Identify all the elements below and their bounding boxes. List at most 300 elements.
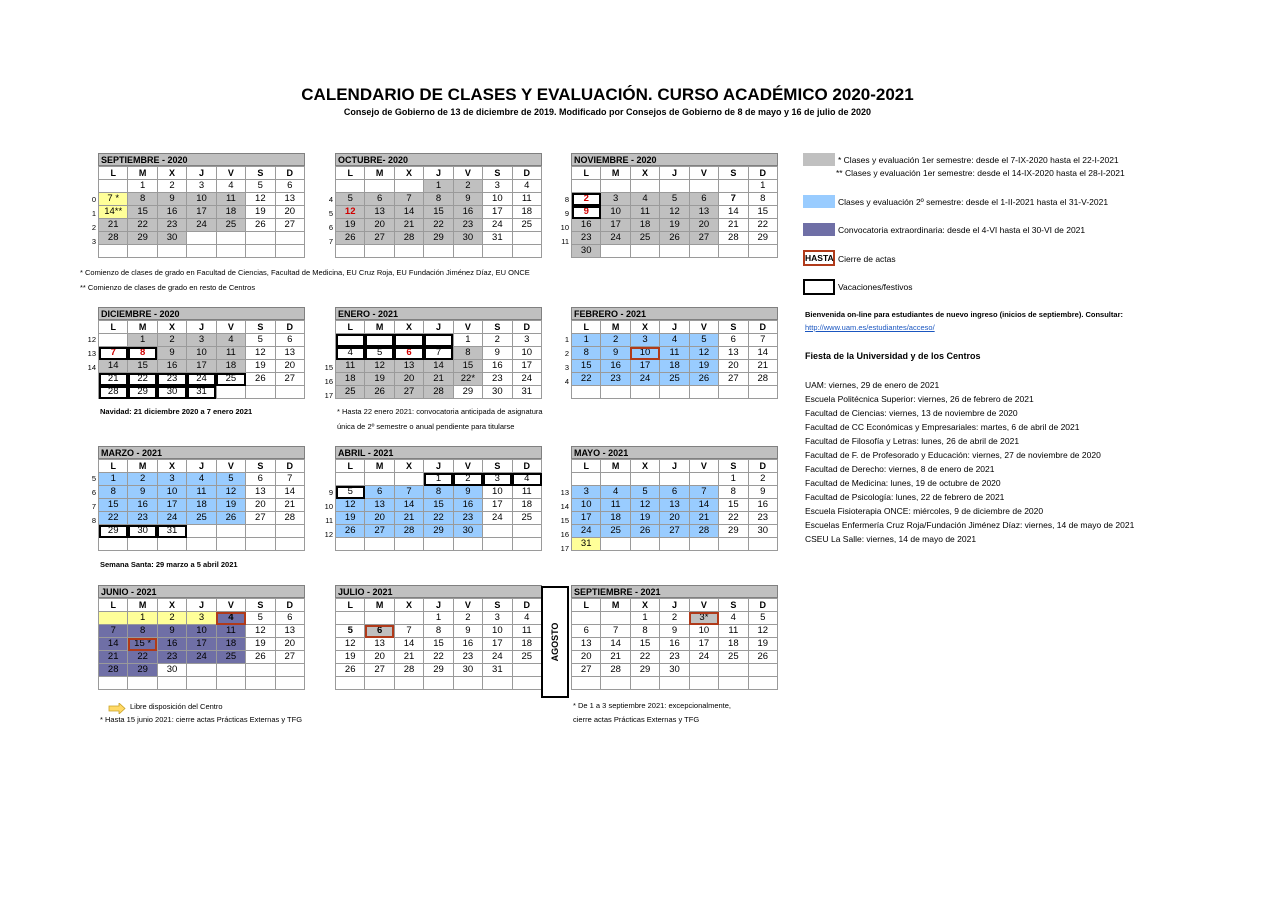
day-cell xyxy=(275,538,304,551)
day-cell xyxy=(689,386,718,399)
day-cell xyxy=(99,538,128,551)
day-cell xyxy=(246,386,275,399)
weekday-header: M xyxy=(128,460,157,473)
day-cell xyxy=(453,245,482,258)
week-row xyxy=(99,180,305,193)
weekday-header: X xyxy=(157,599,186,612)
week-row xyxy=(99,473,305,486)
month-table xyxy=(571,598,778,690)
day-cell: 23 xyxy=(748,512,777,525)
week-number: 9 xyxy=(564,209,569,218)
day-cell: 29 xyxy=(424,664,453,677)
day-cell: 30 xyxy=(157,232,186,245)
day-cell xyxy=(394,180,423,193)
day-cell: 22 xyxy=(719,512,748,525)
day-cell: 29 xyxy=(748,232,777,245)
day-cell: 27 xyxy=(275,219,304,232)
day-cell xyxy=(216,232,245,245)
day-cell: 16 xyxy=(453,638,482,651)
weekday-header: M xyxy=(128,599,157,612)
week-row xyxy=(572,360,778,373)
day-cell: 21 xyxy=(424,373,453,386)
day-cell xyxy=(453,677,482,690)
week-number: 15 xyxy=(324,363,333,372)
day-cell: 20 xyxy=(365,219,394,232)
legend-sem1-a: * Clases y evaluación 1er semestre: desde el 7-IX-2020 hasta el 22-I-2021 xyxy=(838,155,1119,165)
day-cell: 19 xyxy=(748,638,777,651)
week-row xyxy=(572,664,778,677)
weekday-header: J xyxy=(424,167,453,180)
day-cell: 17 xyxy=(187,206,216,219)
day-cell: 14 xyxy=(99,638,128,651)
weekday-header: X xyxy=(630,599,659,612)
day-cell xyxy=(572,180,601,193)
day-cell: 24 xyxy=(187,219,216,232)
day-cell xyxy=(336,473,365,486)
week-row xyxy=(336,232,542,245)
day-cell: 31 xyxy=(483,232,512,245)
day-cell: 2 xyxy=(453,180,482,193)
day-cell: 22 xyxy=(128,373,157,386)
day-cell: 1 xyxy=(128,612,157,625)
day-cell: 5 xyxy=(748,612,777,625)
month-calendar xyxy=(335,307,542,399)
day-cell xyxy=(365,473,394,486)
day-cell: 21 xyxy=(719,219,748,232)
day-cell: 23 xyxy=(660,651,689,664)
day-cell: 5 xyxy=(365,347,394,360)
day-cell: 30 xyxy=(572,245,601,258)
week-number: 4 xyxy=(564,377,569,386)
fiesta-item: Escuelas Enfermería Cruz Roja/Fundación Jiménez Díaz: viernes, 14 de mayo de 2021 xyxy=(805,520,1135,530)
day-cell: 10 xyxy=(483,193,512,206)
day-cell: 11 xyxy=(512,486,541,499)
weekday-header: X xyxy=(630,321,659,334)
week-number: 8 xyxy=(91,516,96,525)
day-cell: 30 xyxy=(748,525,777,538)
week-row xyxy=(99,219,305,232)
week-row xyxy=(336,651,542,664)
day-cell: 9 xyxy=(453,193,482,206)
week-number: 3 xyxy=(91,237,96,246)
day-cell: 8 xyxy=(572,347,601,360)
day-cell xyxy=(512,525,541,538)
day-cell: 27 xyxy=(719,373,748,386)
day-cell: 25 xyxy=(336,386,365,399)
day-cell: 22* xyxy=(453,373,482,386)
day-cell: 4 xyxy=(512,473,541,486)
day-cell: 19 xyxy=(365,373,394,386)
day-cell xyxy=(748,664,777,677)
day-cell: 18 xyxy=(630,219,659,232)
day-cell: 4 xyxy=(216,612,245,625)
week-number: 12 xyxy=(324,530,333,539)
day-cell: 15 xyxy=(128,360,157,373)
day-cell: 17 xyxy=(157,499,186,512)
week-row xyxy=(336,525,542,538)
day-cell xyxy=(336,538,365,551)
day-cell: 11 xyxy=(601,499,630,512)
weekday-header: V xyxy=(453,167,482,180)
day-cell xyxy=(275,525,304,538)
day-cell xyxy=(660,245,689,258)
week-number: 10 xyxy=(560,223,569,232)
weekday-header: X xyxy=(630,167,659,180)
month-calendar xyxy=(571,153,778,258)
day-cell: 9 xyxy=(157,347,186,360)
day-cell: 27 xyxy=(365,525,394,538)
week-row xyxy=(572,232,778,245)
weekday-header: V xyxy=(453,460,482,473)
weekday-header: V xyxy=(216,599,245,612)
week-number: 6 xyxy=(91,488,96,497)
day-cell: 17 xyxy=(483,499,512,512)
day-cell: 14 xyxy=(719,206,748,219)
day-cell: 3 xyxy=(483,180,512,193)
month-table xyxy=(571,320,778,399)
day-cell: 11 xyxy=(216,347,245,360)
day-cell xyxy=(216,664,245,677)
day-cell: 26 xyxy=(630,525,659,538)
day-cell: 24 xyxy=(601,232,630,245)
day-cell: 7 * xyxy=(99,193,128,206)
day-cell: 21 xyxy=(99,651,128,664)
day-cell xyxy=(483,525,512,538)
day-cell: 17 xyxy=(483,206,512,219)
day-cell: 18 xyxy=(336,373,365,386)
day-cell: 3 xyxy=(572,486,601,499)
day-cell: 20 xyxy=(572,651,601,664)
day-cell xyxy=(275,677,304,690)
month-title: OCTUBRE- 2020 xyxy=(335,153,542,166)
day-cell: 17 xyxy=(187,638,216,651)
day-cell: 8 xyxy=(424,193,453,206)
note-junio: * Hasta 15 junio 2021: cierre actas Prácticas Externas y TFG xyxy=(100,715,303,724)
day-cell: 2 xyxy=(453,612,482,625)
day-cell: 25 xyxy=(512,219,541,232)
week-row xyxy=(336,473,542,486)
day-cell: 14 xyxy=(424,360,453,373)
day-cell: 25 xyxy=(512,512,541,525)
month-title: NOVIEMBRE - 2020 xyxy=(571,153,778,166)
week-row xyxy=(99,525,305,538)
weekday-header: D xyxy=(512,321,541,334)
weekday-header: M xyxy=(601,599,630,612)
day-cell: 22 xyxy=(630,651,659,664)
day-cell xyxy=(424,245,453,258)
day-cell: 18 xyxy=(660,360,689,373)
weekday-header: X xyxy=(394,460,423,473)
day-cell xyxy=(572,612,601,625)
day-cell: 3 xyxy=(512,334,541,347)
day-cell: 20 xyxy=(365,651,394,664)
week-number: 14 xyxy=(87,363,96,372)
day-cell xyxy=(719,386,748,399)
week-row xyxy=(572,499,778,512)
day-cell: 7 xyxy=(719,193,748,206)
day-cell: 12 xyxy=(246,347,275,360)
day-cell: 13 xyxy=(275,625,304,638)
day-cell: 29 xyxy=(128,232,157,245)
day-cell xyxy=(601,538,630,551)
day-cell: 18 xyxy=(512,206,541,219)
note-enero-2: única de 2º semestre o anual pendiente para titularse xyxy=(337,422,515,431)
weekday-header: L xyxy=(572,599,601,612)
day-cell xyxy=(275,232,304,245)
week-row xyxy=(336,180,542,193)
day-cell xyxy=(275,245,304,258)
day-cell: 24 xyxy=(187,373,216,386)
day-cell xyxy=(394,245,423,258)
day-cell: 10 xyxy=(689,625,718,638)
day-cell: 12 xyxy=(246,193,275,206)
day-cell: 20 xyxy=(275,206,304,219)
day-cell: 5 xyxy=(660,193,689,206)
day-cell: 7 xyxy=(394,193,423,206)
week-number: 5 xyxy=(91,474,96,483)
day-cell: 17 xyxy=(512,360,541,373)
day-cell: 16 xyxy=(601,360,630,373)
day-cell: 30 xyxy=(483,386,512,399)
day-cell: 10 xyxy=(483,486,512,499)
day-cell xyxy=(601,180,630,193)
day-cell: 4 xyxy=(512,612,541,625)
week-row xyxy=(99,512,305,525)
day-cell xyxy=(512,538,541,551)
week-row xyxy=(336,512,542,525)
note-enero-1: * Hasta 22 enero 2021: convocatoria anticipada de asignatura xyxy=(337,407,543,416)
bienvenida-link[interactable]: http://www.uam.es/estudiantes/acceso/ xyxy=(805,323,935,332)
day-cell xyxy=(601,612,630,625)
day-cell: 10 xyxy=(187,193,216,206)
week-number: 9 xyxy=(328,488,333,497)
day-cell: 6 xyxy=(365,625,394,638)
week-row xyxy=(99,193,305,206)
week-number: 17 xyxy=(324,391,333,400)
weekday-header: M xyxy=(601,321,630,334)
day-cell: 14 xyxy=(689,499,718,512)
day-cell: 12 xyxy=(336,206,365,219)
day-cell: 3 xyxy=(187,180,216,193)
day-cell xyxy=(394,677,423,690)
day-cell xyxy=(157,245,186,258)
weekday-header: J xyxy=(660,321,689,334)
day-cell: 16 xyxy=(660,638,689,651)
weekday-header: D xyxy=(275,599,304,612)
day-cell: 28 xyxy=(394,664,423,677)
legend-vacaciones: Vacaciones/festivos xyxy=(838,282,913,292)
day-cell: 26 xyxy=(336,525,365,538)
week-row xyxy=(99,245,305,258)
day-cell: 10 xyxy=(157,486,186,499)
day-cell: 23 xyxy=(157,651,186,664)
day-cell: 3 xyxy=(483,612,512,625)
page-title: CALENDARIO DE CLASES Y EVALUACIÓN. CURSO ACADÉMICO 2020-2021 xyxy=(301,85,914,104)
week-row xyxy=(336,360,542,373)
day-cell: 1 xyxy=(453,334,482,347)
weekday-header: V xyxy=(453,599,482,612)
day-cell: 12 xyxy=(336,638,365,651)
day-cell: 31 xyxy=(572,538,601,551)
week-row xyxy=(99,347,305,360)
day-cell: 23 xyxy=(453,651,482,664)
day-cell: 27 xyxy=(275,373,304,386)
week-number: 16 xyxy=(560,530,569,539)
day-cell xyxy=(187,538,216,551)
weekday-header: M xyxy=(365,460,394,473)
day-cell: 9 xyxy=(157,193,186,206)
weekday-header: S xyxy=(483,321,512,334)
day-cell: 13 xyxy=(394,360,423,373)
day-cell xyxy=(246,245,275,258)
day-cell: 15 xyxy=(453,360,482,373)
day-cell: 20 xyxy=(394,373,423,386)
day-cell: 9 xyxy=(601,347,630,360)
day-cell: 15 xyxy=(424,206,453,219)
day-cell: 2 xyxy=(157,334,186,347)
day-cell xyxy=(601,386,630,399)
weekday-header: S xyxy=(719,167,748,180)
day-cell: 18 xyxy=(719,638,748,651)
week-row xyxy=(99,625,305,638)
day-cell xyxy=(128,245,157,258)
week-row xyxy=(336,664,542,677)
day-cell: 28 xyxy=(689,525,718,538)
week-row xyxy=(99,638,305,651)
weekday-header: J xyxy=(187,321,216,334)
day-cell xyxy=(157,538,186,551)
day-cell xyxy=(719,538,748,551)
day-cell: 22 xyxy=(128,651,157,664)
month-calendar xyxy=(571,446,778,551)
day-cell: 8 xyxy=(99,486,128,499)
day-cell: 7 xyxy=(394,625,423,638)
day-cell: 11 xyxy=(216,193,245,206)
day-cell xyxy=(601,677,630,690)
month-table xyxy=(335,459,542,551)
day-cell: 30 xyxy=(157,664,186,677)
week-row xyxy=(572,651,778,664)
weekday-header: J xyxy=(660,599,689,612)
week-row xyxy=(572,206,778,219)
weekday-header: V xyxy=(453,321,482,334)
week-number: 12 xyxy=(87,335,96,344)
fiesta-title: Fiesta de la Universidad y de los Centros xyxy=(805,351,981,361)
week-row xyxy=(572,373,778,386)
week-row xyxy=(336,373,542,386)
day-cell xyxy=(336,334,365,347)
day-cell: 13 xyxy=(365,499,394,512)
month-calendar xyxy=(335,153,542,258)
day-cell xyxy=(483,245,512,258)
week-row xyxy=(99,373,305,386)
day-cell: 31 xyxy=(512,386,541,399)
day-cell: 12 xyxy=(630,499,659,512)
legend-sem2: Clases y evaluación 2º semestre: desde el 1-II-2021 hasta el 31-V-2021 xyxy=(838,197,1109,207)
weekday-header: V xyxy=(216,321,245,334)
day-cell: 8 xyxy=(424,625,453,638)
day-cell: 19 xyxy=(336,512,365,525)
day-cell: 1 xyxy=(99,473,128,486)
weekday-header: D xyxy=(512,167,541,180)
week-row xyxy=(572,677,778,690)
weekday-header: D xyxy=(275,167,304,180)
day-cell: 13 xyxy=(365,206,394,219)
day-cell xyxy=(246,664,275,677)
day-cell xyxy=(216,386,245,399)
week-number: 11 xyxy=(325,516,333,525)
day-cell: 16 xyxy=(572,219,601,232)
month-title: JULIO - 2021 xyxy=(335,585,542,598)
day-cell: 3 xyxy=(601,193,630,206)
day-cell: 26 xyxy=(365,386,394,399)
day-cell: 10 xyxy=(630,347,659,360)
weekday-header: L xyxy=(336,599,365,612)
fiesta-item: Facultad de Derecho: viernes, 8 de enero de 2021 xyxy=(805,464,995,474)
day-cell xyxy=(246,677,275,690)
day-cell: 6 xyxy=(572,625,601,638)
day-cell: 30 xyxy=(157,386,186,399)
month-calendar xyxy=(98,307,305,399)
day-cell: 20 xyxy=(365,512,394,525)
weekday-header: L xyxy=(99,321,128,334)
month-calendar xyxy=(98,585,305,690)
day-cell xyxy=(512,245,541,258)
day-cell: 2 xyxy=(157,180,186,193)
weekday-header: S xyxy=(246,599,275,612)
month-table xyxy=(335,320,542,399)
day-cell xyxy=(748,538,777,551)
day-cell: 13 xyxy=(246,486,275,499)
day-cell: 29 xyxy=(128,386,157,399)
day-cell: 6 xyxy=(365,486,394,499)
day-cell: 10 xyxy=(187,347,216,360)
month-table xyxy=(571,166,778,258)
day-cell: 19 xyxy=(660,219,689,232)
week-row xyxy=(572,525,778,538)
day-cell: 19 xyxy=(336,219,365,232)
day-cell: 6 xyxy=(365,193,394,206)
weekday-header: J xyxy=(660,460,689,473)
weekday-header: X xyxy=(394,167,423,180)
week-number: 4 xyxy=(328,195,333,204)
day-cell: 27 xyxy=(689,232,718,245)
day-cell: 3 xyxy=(630,334,659,347)
day-cell: 19 xyxy=(336,651,365,664)
day-cell xyxy=(719,180,748,193)
day-cell: 29 xyxy=(630,664,659,677)
week-row xyxy=(336,206,542,219)
weekday-header: L xyxy=(336,460,365,473)
day-cell: 25 xyxy=(660,373,689,386)
day-cell: 10 xyxy=(187,625,216,638)
day-cell: 16 xyxy=(157,206,186,219)
week-row xyxy=(99,206,305,219)
day-cell xyxy=(187,525,216,538)
day-cell: 23 xyxy=(601,373,630,386)
fiesta-item: Escuela Politécnica Superior: viernes, 26 de febrero de 2021 xyxy=(805,394,1034,404)
day-cell: 3 xyxy=(187,612,216,625)
day-cell xyxy=(630,386,659,399)
day-cell: 7 xyxy=(748,334,777,347)
agosto-block xyxy=(541,586,569,698)
day-cell: 26 xyxy=(689,373,718,386)
day-cell xyxy=(660,180,689,193)
weekday-header: D xyxy=(275,460,304,473)
day-cell: 28 xyxy=(601,664,630,677)
day-cell xyxy=(394,334,423,347)
day-cell: 6 xyxy=(275,180,304,193)
